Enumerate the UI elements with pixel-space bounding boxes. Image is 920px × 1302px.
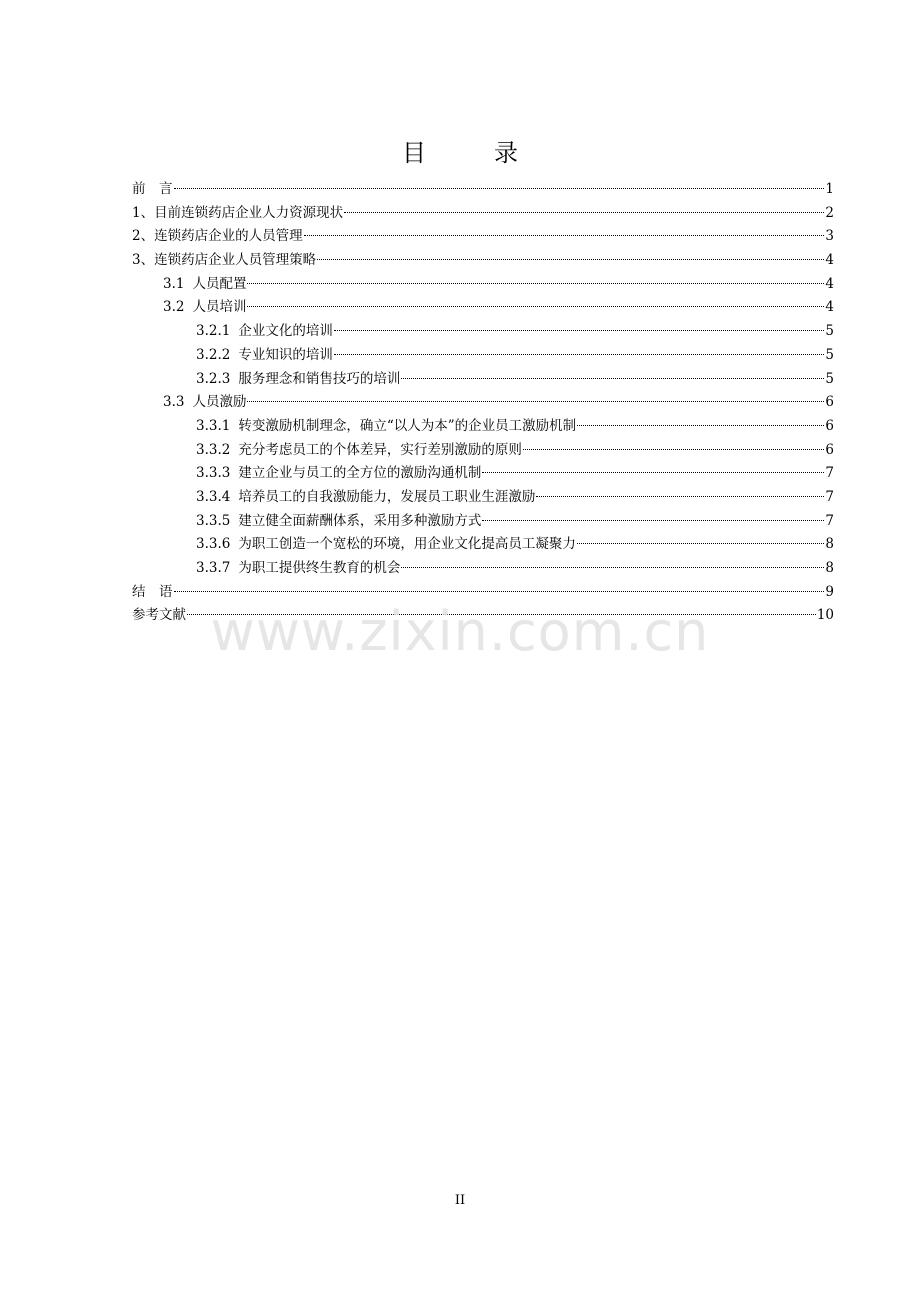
toc-page-number: 1 xyxy=(825,181,834,197)
toc-section-title: 结 语 xyxy=(132,583,173,600)
toc-section-number: 3.3.4 xyxy=(196,488,231,505)
toc-section-number: 3.3.2 xyxy=(196,441,231,458)
toc-page-number: 6 xyxy=(825,417,834,434)
toc-section-title: 参考文献 xyxy=(132,607,186,624)
toc-entry-label xyxy=(196,462,481,486)
dot-leader xyxy=(344,212,824,213)
toc-page-number: 8 xyxy=(825,536,834,553)
toc-section-title: 专业知识的培训 xyxy=(238,346,333,363)
toc-entry-label xyxy=(132,581,173,605)
toc-section-number: 3.3.5 xyxy=(196,512,231,529)
toc-section-number: 3.3 xyxy=(163,394,185,411)
toc-entry-label xyxy=(196,320,333,344)
toc-entry-label xyxy=(196,344,333,368)
dot-leader xyxy=(187,614,816,615)
toc-page-number: 10 xyxy=(816,607,834,624)
toc-entry-label xyxy=(196,557,400,581)
toc-page-number: 7 xyxy=(825,512,834,529)
toc-section-number: 3.3.7 xyxy=(196,560,231,576)
toc-entry-label xyxy=(163,273,246,297)
toc-page-number: 5 xyxy=(825,346,834,363)
toc-page-number: 5 xyxy=(825,323,834,340)
toc-section-number: 3.2 xyxy=(163,299,185,316)
dot-leader xyxy=(482,472,824,473)
toc-entry[interactable] xyxy=(132,415,834,439)
dot-leader xyxy=(174,591,825,592)
toc-entry-label xyxy=(196,439,522,463)
toc-section-number: 3.2.1 xyxy=(196,323,231,340)
toc-section-number: 3.3.3 xyxy=(196,465,231,482)
dot-leader xyxy=(482,520,824,521)
toc-entry-label xyxy=(196,533,576,557)
toc-entry[interactable] xyxy=(132,557,834,581)
toc-section-number: 3.3.1 xyxy=(196,417,231,434)
toc-page-number: 7 xyxy=(825,488,834,505)
toc-entry-label xyxy=(132,604,186,628)
toc-entry[interactable] xyxy=(132,486,834,510)
toc-entry-label xyxy=(196,510,481,534)
watermark: www.zixin.com.cn xyxy=(210,600,710,663)
toc-page-number: 9 xyxy=(825,583,834,600)
toc-section-title: 建立企业与员工的全方位的激励沟通机制 xyxy=(238,465,482,482)
toc-page-number: 4 xyxy=(825,252,834,269)
toc-entry-label xyxy=(132,225,303,249)
dot-leader xyxy=(401,567,824,568)
dot-leader xyxy=(247,283,824,284)
toc-section-title: 前 言 xyxy=(132,181,173,197)
toc-section-title: 转变激励机制理念，确立“以人为本”的企业员工激励机制 xyxy=(238,417,577,434)
toc-page-number: 2 xyxy=(825,204,834,221)
dot-leader xyxy=(317,259,824,260)
toc-section-title: 人员配置 xyxy=(192,275,247,292)
dot-leader xyxy=(174,188,825,189)
toc-section-title: 人员激励 xyxy=(192,394,247,411)
dot-leader xyxy=(577,425,824,426)
toc-section-title: 建立健全面薪酬体系，采用多种激励方式 xyxy=(238,512,482,529)
toc-title: 目 录 xyxy=(402,139,540,167)
dot-leader xyxy=(334,354,825,355)
toc-entry[interactable] xyxy=(132,296,834,320)
toc-entry[interactable] xyxy=(132,581,834,605)
toc-entry[interactable] xyxy=(132,225,834,249)
toc-entry[interactable] xyxy=(132,533,834,557)
toc-section-title: 服务理念和销售技巧的培训 xyxy=(238,370,401,387)
toc-entry-label xyxy=(163,391,246,415)
toc-page-number: 7 xyxy=(825,465,834,482)
toc-entry-label xyxy=(163,296,246,320)
toc-section-title: 为职工提供终生教育的机会 xyxy=(238,560,401,576)
toc-entry-label xyxy=(196,486,535,510)
toc-entry[interactable] xyxy=(132,344,834,368)
toc-entry-label xyxy=(132,249,316,273)
toc-section-title: 充分考虑员工的个体差异，实行差别激励的原则 xyxy=(238,441,522,458)
toc-entry-label xyxy=(196,368,400,392)
toc-entry[interactable] xyxy=(132,439,834,463)
toc-page-number: 6 xyxy=(825,394,834,411)
toc-section-title: 培养员工的自我激励能力，发展员工职业生涯激励 xyxy=(238,488,536,505)
toc-entry[interactable] xyxy=(132,273,834,297)
toc-section-title: 2、连锁药店企业的人员管理 xyxy=(132,228,303,245)
toc-entry[interactable] xyxy=(132,391,834,415)
toc-page-number: 3 xyxy=(825,228,834,245)
dot-leader xyxy=(334,330,825,331)
toc-section-number: 3.2.3 xyxy=(196,370,231,387)
toc-page-number: 4 xyxy=(825,275,834,292)
dot-leader xyxy=(247,401,824,402)
toc-entry[interactable] xyxy=(132,368,834,392)
dot-leader xyxy=(304,235,825,236)
toc-entry[interactable] xyxy=(132,249,834,273)
dot-leader xyxy=(536,496,824,497)
toc-section-title: 为职工创造一个宽松的环境，用企业文化提高员工凝聚力 xyxy=(238,536,576,553)
toc-entry[interactable] xyxy=(132,510,834,534)
toc-entry[interactable] xyxy=(132,462,834,486)
toc-entry-label xyxy=(196,415,576,439)
toc-entry[interactable] xyxy=(132,604,834,628)
toc-page-number: 4 xyxy=(825,299,834,316)
toc-section-title: 3、连锁药店企业人员管理策略 xyxy=(132,252,317,269)
toc-page-number: 8 xyxy=(825,560,834,576)
toc-section-number: 3.1 xyxy=(163,275,185,292)
toc-section-number: 3.3.6 xyxy=(196,536,231,553)
toc-section-title: 人员培训 xyxy=(192,299,247,316)
toc-page-number: 6 xyxy=(825,441,834,458)
toc-entry[interactable] xyxy=(132,178,834,202)
dot-leader xyxy=(523,449,825,450)
table-of-contents xyxy=(132,178,834,628)
toc-section-number: 3.2.2 xyxy=(196,346,231,363)
dot-leader xyxy=(401,378,824,379)
toc-page-number: 5 xyxy=(825,370,834,387)
toc-entry[interactable] xyxy=(132,320,834,344)
page-number: II xyxy=(454,1193,466,1208)
toc-entry-label xyxy=(132,178,173,202)
toc-section-title: 企业文化的培训 xyxy=(238,323,333,340)
dot-leader xyxy=(577,543,825,544)
toc-entry-label xyxy=(132,202,343,226)
toc-section-title: 1、目前连锁药店企业人力资源现状 xyxy=(132,204,344,221)
dot-leader xyxy=(247,306,824,307)
toc-entry[interactable] xyxy=(132,202,834,226)
